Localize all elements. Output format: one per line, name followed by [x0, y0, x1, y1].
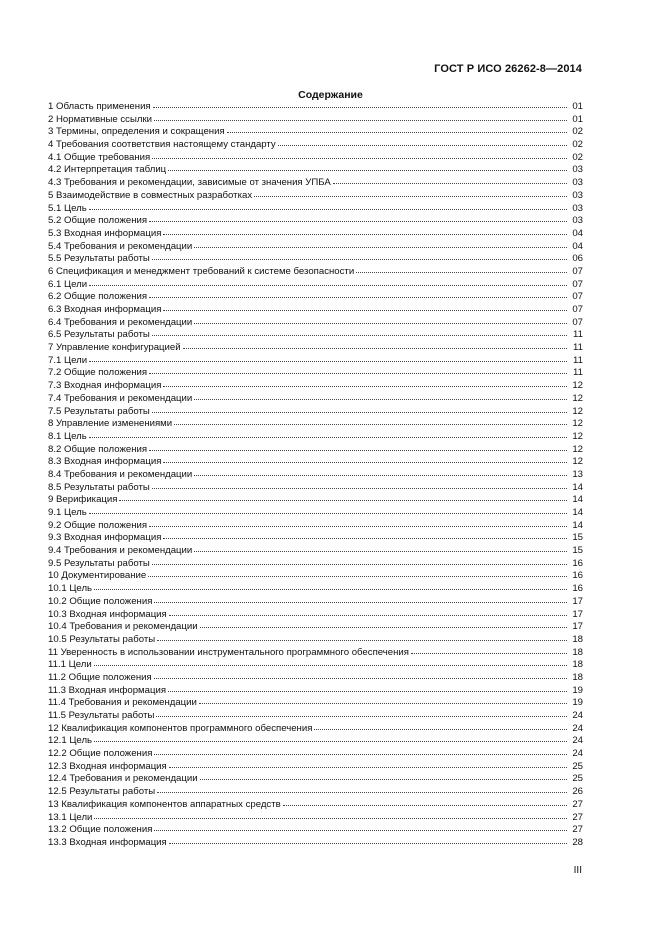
toc-entry-label: 6.2 Общие положения: [48, 291, 148, 303]
toc-entry-page: 17: [572, 608, 583, 620]
toc-dot-leader: [194, 239, 567, 248]
toc-dot-leader: [94, 581, 567, 590]
toc-dot-leader: [89, 429, 567, 438]
toc-entry-label: 5.5 Результаты работы: [48, 253, 150, 265]
page-title: Содержание: [298, 89, 363, 101]
toc-dot-leader: [157, 784, 567, 793]
toc-entry-page: 16: [572, 570, 583, 582]
toc-dot-leader: [152, 150, 567, 159]
toc-entry-page: 03: [572, 215, 583, 227]
toc-entry-page: 24: [572, 735, 583, 747]
toc-dot-leader: [89, 277, 567, 286]
toc-entry[interactable]: [48, 836, 583, 849]
toc-entry-page: 24: [572, 722, 583, 734]
toc-entry-page: 01: [572, 101, 583, 112]
toc-dot-leader: [94, 733, 567, 742]
toc-entry-label: 10 Документирование: [48, 570, 147, 582]
toc-dot-leader: [149, 442, 567, 451]
toc-entry-page: 14: [572, 481, 583, 493]
toc-dot-leader: [163, 226, 567, 235]
table-of-contents: [48, 100, 583, 849]
toc-entry-label: 2 Нормативные ссылки: [48, 113, 153, 125]
toc-dot-leader: [169, 759, 567, 768]
toc-dot-leader: [168, 162, 567, 171]
toc-entry-label: 6.4 Требования и рекомендации: [48, 316, 193, 328]
toc-dot-leader: [94, 657, 567, 666]
toc-dot-leader: [278, 137, 567, 146]
toc-entry-page: 07: [572, 265, 583, 277]
toc-entry-page: 17: [572, 621, 583, 633]
toc-entry-label: 12.4 Требования и рекомендации: [48, 773, 198, 785]
toc-entry-page: 14: [572, 494, 583, 506]
toc-entry-page: 11: [573, 329, 583, 341]
toc-entry-page: 16: [572, 557, 583, 569]
toc-entry-page: 27: [572, 824, 583, 836]
toc-entry-page: 12: [572, 456, 583, 468]
toc-dot-leader: [149, 518, 567, 527]
toc-entry-page: 04: [572, 240, 583, 252]
toc-entry-page: 01: [572, 113, 583, 125]
toc-entry-label: 8.5 Результаты работы: [48, 481, 150, 493]
toc-entry-label: 8.4 Требования и рекомендации: [48, 468, 193, 480]
toc-entry-page: 07: [572, 316, 583, 328]
toc-entry-label: 5.2 Общие положения: [48, 215, 148, 227]
toc-entry-label: 10.3 Входная информация: [48, 608, 167, 620]
toc-entry-page: 18: [572, 659, 583, 671]
toc-entry-page: 26: [572, 786, 583, 798]
toc-entry-label: 7.2 Общие положения: [48, 367, 148, 379]
toc-dot-leader: [156, 708, 567, 717]
toc-entry-page: 13: [572, 468, 583, 480]
toc-entry-page: 18: [572, 671, 583, 683]
toc-entry-page: 12: [572, 418, 583, 430]
toc-entry-label: 13.3 Входная информация: [48, 836, 167, 848]
toc-entry-label: 11 Уверенность в использовании инструментального программного обеспечения: [48, 646, 409, 658]
toc-dot-leader: [199, 695, 567, 704]
toc-dot-leader: [200, 619, 567, 628]
toc-dot-leader: [163, 302, 567, 311]
toc-entry-page: 18: [572, 633, 583, 645]
toc-entry-page: 17: [572, 595, 583, 607]
toc-entry-label: 4 Требования соответствия настоящему стандарту: [48, 139, 276, 151]
toc-entry-page: 18: [572, 646, 583, 658]
toc-entry-page: 27: [572, 798, 583, 810]
toc-entry-label: 4.3 Требования и рекомендации, зависимые от значения УПБА: [48, 177, 331, 189]
toc-entry-page: 15: [572, 532, 583, 544]
toc-entry-label: 8 Управление изменениями: [48, 418, 173, 430]
toc-dot-leader: [154, 670, 567, 679]
toc-entry-page: 24: [572, 710, 583, 721]
toc-entry-page: 11: [573, 342, 583, 354]
toc-entry-label: 10.5 Результаты работы: [48, 633, 156, 645]
toc-dot-leader: [314, 721, 567, 730]
toc-entry-label: 10.1 Цель: [48, 583, 93, 595]
toc-dot-leader: [356, 264, 567, 273]
toc-entry-label: 7 Управление конфигурацией: [48, 342, 181, 354]
toc-entry-label: 6.5 Результаты работы: [48, 329, 150, 341]
toc-entry-page: 02: [572, 139, 583, 151]
toc-entry-page: 19: [572, 684, 583, 696]
toc-dot-leader: [89, 353, 567, 362]
toc-dot-leader: [152, 480, 567, 489]
toc-entry-label: 5.3 Входная информация: [48, 227, 162, 239]
toc-entry-label: 12 Квалификация компонентов программного обеспечения: [48, 722, 313, 734]
toc-dot-leader: [254, 188, 567, 197]
toc-dot-leader: [154, 112, 567, 121]
toc-dot-leader: [149, 213, 567, 222]
toc-dot-leader: [152, 251, 567, 260]
toc-entry-label: 11.1 Цели: [48, 659, 92, 671]
toc-entry-page: 27: [572, 811, 583, 823]
toc-entry-label: 11.3 Входная информация: [48, 684, 167, 696]
toc-entry-page: 07: [572, 278, 583, 290]
toc-entry-page: 12: [572, 380, 583, 392]
toc-dot-leader: [152, 327, 567, 336]
toc-entry-label: 9 Верификация: [48, 494, 118, 506]
toc-entry-label: 1 Область применения: [48, 101, 151, 112]
toc-entry-page: 03: [572, 164, 583, 176]
toc-entry-page: 02: [572, 126, 583, 138]
toc-dot-leader: [333, 175, 567, 184]
toc-entry-label: 10.2 Общие положения: [48, 595, 153, 607]
toc-dot-leader: [89, 505, 567, 514]
toc-entry-page: 07: [572, 304, 583, 315]
toc-dot-leader: [152, 404, 567, 413]
toc-entry-label: 9.4 Требования и рекомендации: [48, 545, 193, 557]
toc-dot-leader: [163, 378, 567, 387]
toc-dot-leader: [152, 556, 567, 565]
toc-dot-leader: [194, 315, 567, 324]
document-id-header: ГОСТ Р ИСО 26262-8—2014: [434, 63, 582, 75]
toc-dot-leader: [163, 454, 567, 463]
toc-dot-leader: [153, 99, 567, 108]
toc-entry-label: 10.4 Требования и рекомендации: [48, 621, 198, 633]
toc-entry-label: 12.2 Общие положения: [48, 748, 153, 760]
toc-entry-label: 3 Термины, определения и сокращения: [48, 126, 225, 138]
toc-dot-leader: [168, 683, 567, 692]
toc-entry-page: 03: [572, 189, 583, 201]
toc-entry-label: 13.1 Цели: [48, 811, 93, 823]
toc-entry-label: 12.5 Результаты работы: [48, 786, 156, 798]
toc-entry-label: 6.1 Цели: [48, 278, 88, 290]
toc-entry-label: 13 Квалификация компонентов аппаратных средств: [48, 798, 281, 810]
toc-dot-leader: [154, 822, 567, 831]
toc-entry-label: 9.1 Цель: [48, 507, 87, 518]
page-number: III: [573, 865, 582, 876]
toc-entry-page: 16: [572, 583, 583, 595]
toc-entry-page: 11: [573, 354, 583, 366]
toc-dot-leader: [149, 365, 567, 374]
toc-dot-leader: [157, 632, 567, 641]
toc-entry-page: 25: [572, 773, 583, 785]
toc-entry-label: 13.2 Общие положения: [48, 824, 153, 836]
toc-dot-leader: [194, 543, 567, 552]
toc-dot-leader: [148, 568, 567, 577]
toc-dot-leader: [411, 645, 567, 654]
toc-entry-label: 4.2 Интерпретация таблиц: [48, 164, 167, 176]
toc-entry-page: 03: [572, 202, 583, 214]
toc-entry-page: 07: [572, 291, 583, 303]
toc-dot-leader: [200, 771, 567, 780]
toc-entry-label: 11.5 Результаты работы: [48, 710, 155, 721]
toc-dot-leader: [194, 467, 567, 476]
toc-entry-label: 9.5 Результаты работы: [48, 557, 150, 569]
toc-entry-label: 8.1 Цель: [48, 430, 87, 442]
toc-entry-page: 14: [572, 519, 583, 531]
toc-dot-leader: [169, 835, 567, 844]
toc-entry-page: 24: [572, 748, 583, 760]
toc-entry-label: 4.1 Общие требования: [48, 151, 151, 163]
toc-entry-label: 12.1 Цель: [48, 735, 93, 747]
toc-entry-label: 9.3 Входная информация: [48, 532, 162, 544]
toc-entry-label: 5.1 Цель: [48, 202, 87, 214]
toc-entry-label: 7.3 Входная информация: [48, 380, 162, 392]
toc-entry-page: 28: [572, 836, 583, 848]
toc-dot-leader: [154, 746, 567, 755]
toc-entry-page: 02: [572, 151, 583, 163]
toc-entry-label: 11.2 Общие положения: [48, 671, 152, 683]
toc-entry-page: 03: [572, 177, 583, 189]
toc-entry-page: 06: [572, 253, 583, 265]
toc-entry-label: 6 Спецификация и менеджмент требований к системе безопасности: [48, 265, 355, 277]
toc-entry-page: 12: [572, 392, 583, 404]
toc-dot-leader: [163, 530, 567, 539]
toc-entry-label: 5.4 Требования и рекомендации: [48, 240, 193, 252]
toc-dot-leader: [94, 810, 567, 819]
toc-entry-page: 25: [572, 760, 583, 772]
toc-entry-label: 12.3 Входная информация: [48, 760, 167, 772]
toc-dot-leader: [154, 594, 567, 603]
toc-dot-leader: [227, 124, 567, 133]
toc-entry-label: 7.5 Результаты работы: [48, 405, 150, 417]
toc-entry-label: 5 Взаимодействие в совместных разработках: [48, 189, 253, 201]
toc-entry-page: 14: [572, 507, 583, 518]
toc-entry-label: 7.1 Цели: [48, 354, 88, 366]
toc-entry-label: 11.4 Требования и рекомендации: [48, 697, 197, 709]
toc-dot-leader: [169, 607, 567, 616]
toc-dot-leader: [183, 340, 567, 349]
toc-entry-label: 8.2 Общие положения: [48, 443, 148, 455]
toc-entry-page: 11: [573, 367, 583, 379]
toc-dot-leader: [149, 289, 567, 298]
toc-entry-label: 6.3 Входная информация: [48, 304, 162, 315]
toc-entry-page: 12: [572, 443, 583, 455]
toc-entry-label: 8.3 Входная информация: [48, 456, 162, 468]
toc-entry-page: 19: [572, 697, 583, 709]
toc-entry-label: 7.4 Требования и рекомендации: [48, 392, 193, 404]
toc-dot-leader: [174, 416, 567, 425]
toc-entry-page: 04: [572, 227, 583, 239]
toc-dot-leader: [89, 201, 567, 210]
toc-dot-leader: [194, 391, 567, 400]
toc-entry-page: 15: [572, 545, 583, 557]
toc-dot-leader: [283, 797, 567, 806]
toc-dot-leader: [119, 492, 567, 501]
toc-entry-page: 12: [572, 430, 583, 442]
toc-entry-page: 12: [572, 405, 583, 417]
toc-entry-label: 9.2 Общие положения: [48, 519, 148, 531]
